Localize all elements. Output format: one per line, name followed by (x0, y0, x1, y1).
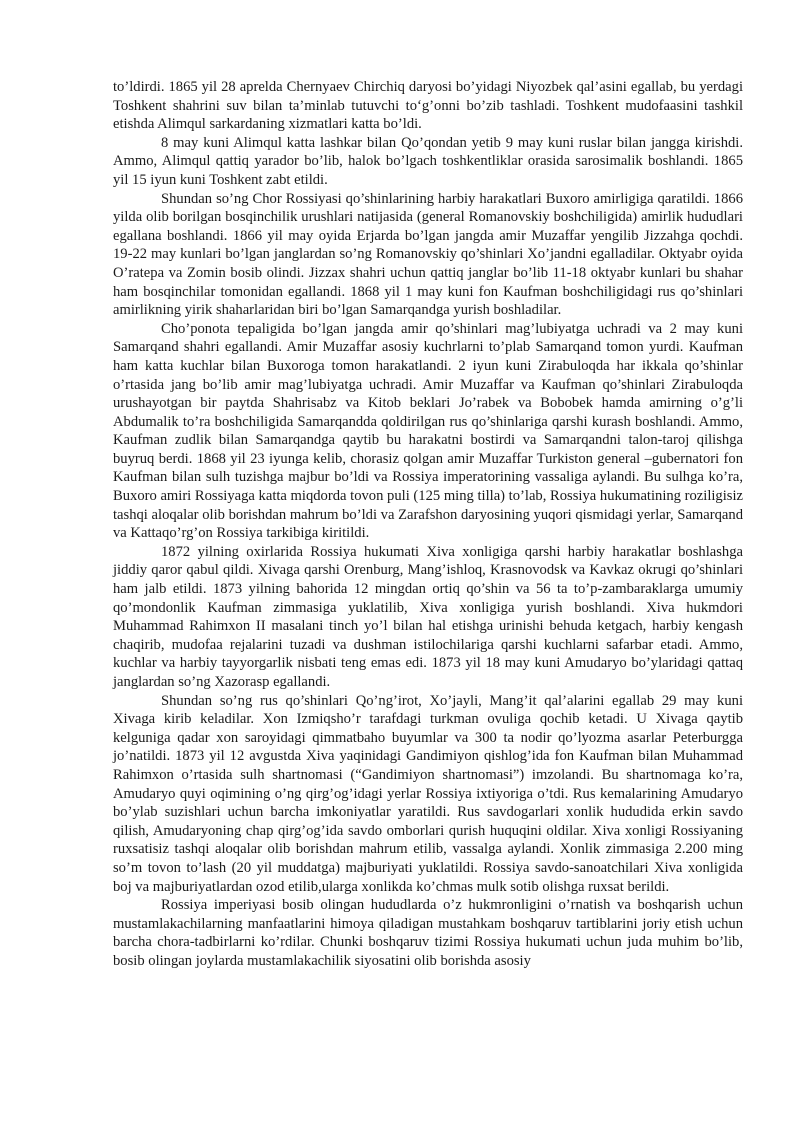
paragraph-khiva-treaty: Shundan so’ng rus qo’shinlari Qo’ng’irot, Xo’jayli, Mang’it qal’alarini egallab 29 may kuni Xivaga kirib keladilar. Xon Izmiqsho’r tarafdagi turkman ovuliga qochib ketadi. U Xivaga qaytib kelguniga qadar xon saroyidagi qimmatbaho buyumlar va 300 ta nodir qo’lyozma asarlar Peterburgga jo’natildi. 1873 yil 12 avgustda Xiva yaqinidagi Gandimiyon qishlog’ida fon Kaufman bilan Muhammad Rahimxon o’rtasida sulh shartnomasi (“Gandimiyon shartnomasi”) imzolandi. Bu shartnomaga ko’ra, Amudaryo quyi oqimining o’ng qirg’og’idagi yerlar Rossiya ixtiyoriga o’tdi. Rus kemalarining Amudaryo bo’ylab suzishlari uchun barcha imkoniyatlar yaratildi. Rus savdogarlari xonlik hududida erkin savdo qilish, Amudaryoning chap qirg’og’ida savdo omborlari qurish huquqini oldilar. Xiva xonligi Rossiyaning ruxsatisiz tashqi aloqalar olib borishdan mahrum etilib, vassalga aylandi. Xonlik zimmasiga 2.200 ming so’m tovon to’lash (20 yil muddatga) majburiyati yuklatildi. Rossiya savdo-sanoatchilari Xiva xonligida boj va majburiyatlardan ozod etilib,ularga xonlikda ko’chmas mulk sotib olishga ruxsat berildi. (113, 692, 743, 895)
paragraph-khiva-campaign: 1872 yilning oxirlarida Rossiya hukumati Xiva xonligiga qarshi harbiy harakatlar boshlashga jiddiy qaror qabul qildi. Xivaga qarshi Orenburg, Mang’ishloq, Krasnovodsk va Kavkaz okrugi qo’shinlari ham jalb etildi. 1873 yilning bahorida 12 mingdan ortiq qo’shin va 56 ta to’p-zambaraklarga umumiy qo’mondonlik Kaufman zimmasiga yuklatilib, Xiva xonligiga yurish boshlandi. Xiva hukmdori Muhammad Rahimxon II masalani tinch yo’l bilan hal etishga urinishi behuda ketgach, harbiy kengash chaqirib, mudofaa rejalarini tuzadi va dushman istilochilariga qarshi kuchlarni safarbar etadi. Ammo, kuchlar va harbiy tayyorgarlik nisbati teng emas edi. 1873 yil 18 may kuni Amudaryo bo’ylaridagi qattaq janglardan so’ng Xazorasp egallandi. (113, 543, 743, 690)
paragraph-alimqul-battle: 8 may kuni Alimqul katta lashkar bilan Qo’qondan yetib 9 may kuni ruslar bilan jangga kirishdi. Ammo, Alimqul qattiq yarador bo’lib, halok bo’lgach toshkentliklar orasida sarosimalik boshlandi. 1865 yil 15 iyun kuni Toshkent zabt etildi. (113, 134, 743, 188)
paragraph-continuation: to’ldirdi. 1865 yil 28 aprelda Chernyaev Chirchiq daryosi bo’yidagi Niyozbek qal’asini egallab, bu yerdagi Toshkent shahrini suv bilan ta’minlab tutuvchi to‘g’onni bo’zib tashladi. Toshkent mudofaasini tashkil etishda Alimqul sarkardaning xizmatlari katta bo’ldi. (113, 79, 743, 133)
paragraph-samarkand-capture: Cho’ponota tepaligida bo’lgan jangda amir qo’shinlari mag’lubiyatga uchradi va 2 may kuni Samarqand shahri egallandi. Amir Muzaffar asosiy kuchrlarni to’plab Samarqand tomon yurdi. Kaufman ham katta kuchlar bilan Buxoroga tomon harakatlandi. 2 iyun kuni Zirabuloqda har ikkala qo’shinlar o’rtasida jang bo’lib amir mag’lubiyatga uchradi. Amir Muzaffar va Kaufman qo’shinlari Zirabuloqda urushayotgan bir paytda Shahrisabz va Kitob beklari Jo’rabek va Bobobek hamda amirning o’g’li Abdumalik to’ra boshchiligida Samarqandda qoldirilgan rus qo’shinlariga qarshi kurash boshlandi. Ammo, Kaufman zudlik bilan Samarqandga qaytib bu harakatni bostirdi va Samarqandni talon-taroj qilishga buyruq berdi. 1868 yil 23 iyunga kelib, chorasiz qolgan amir Muzaffar Turkiston general –gubernatori fon Kaufman bilan sulh tuzishga majbur bo’ldi va Rossiya imperatorining vassaliga aylandi. Bu sulhga ko’ra, Buxoro amiri Rossiyaga katta miqdorda tovon puli (125 ming tilla) to’lab, Rossiya hukumatining roziligisiz tashqi aloqalar olib borishdan mahrum bo’ldi va Zarafshon daryosining yuqori qismidagi yerlar, Samarqand va Kattaqo’rg’on Rossiya tarkibiga kiritildi. (113, 320, 743, 542)
paragraph-colonial-administration: Rossiya imperiyasi bosib olingan hududlarda o’z hukmronligini o’rnatish va boshqarish uchun mustamlakachilarning manfaatlarini himoya qiladigan mustahkam boshqaruv tartiblarini joriy etish uchun barcha chora-tadbirlarni ko’rdilar. Chunki boshqaruv tizimi Rossiya hukumati uchun juda muhim bo’lib, bosib olingan joylarda mustamlakachilik siyosatini olib borishda asosiy (113, 897, 743, 969)
paragraph-bukhara-campaign: Shundan so’ng Chor Rossiyasi qo’shinlarining harbiy harakatlari Buxoro amirligiga qaratildi. 1866 yilda olib borilgan bosqinchilik urushlari natijasida (general Romanovskiy boshchiligida) amirlik hududlari egallana boshlandi. 1866 yil may oyida Erjarda bo’lgan jangda amir Muzaffar yengilib Jizzahga qochdi. 19-22 may kunlari bo’lgan janglardan so’ng Romanovskiy qo’shinlari Xo’jandni egalladilar. Oktyabr oyida O’ratepa va Zomin bosib olindi. Jizzax shahri uchun qattiq janglar bo’lib 11-18 oktyabr kunlari bu shahar ham bosqinchilar tomonidan egallandi. 1868 yil 1 may kuni fon Kaufman boshchiligidagi rus qo’shinlari amirlikning yirik shaharlaridan biri bo’lgan Samarqandga yurish boshladilar. (113, 190, 743, 319)
document-page (113, 78, 743, 971)
